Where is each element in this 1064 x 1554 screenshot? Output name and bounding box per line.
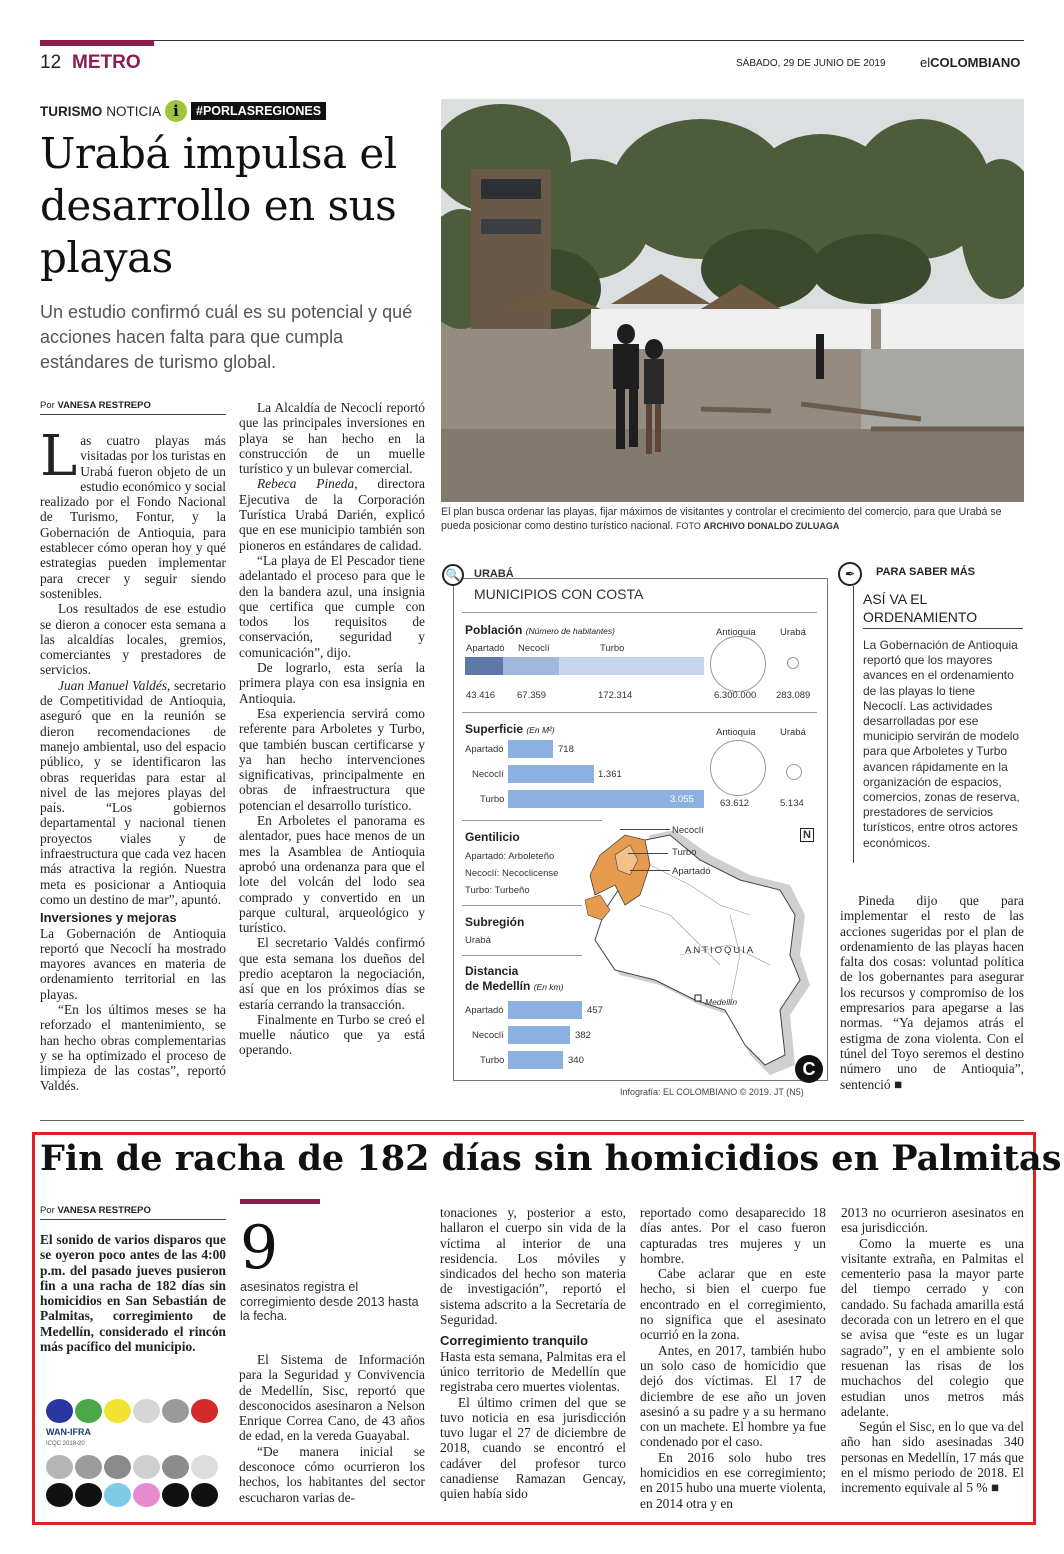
kicker-type: NOTICIA: [106, 103, 162, 119]
beach-photo: [441, 99, 1024, 502]
map-region-label: ANTIOQUIA: [685, 945, 756, 956]
second-column-3: tonaciones y, posterior a esto, hallaron el cuerpo sin vida de la víctima al interior de una residencia. Los móviles y sindicados del hecho son materia de investigación”, reportó el sistema adscrito a la Secretaría de Seguridad. Corregimiento tranquilo Hasta esta semana, Palmitas era el único territorio de Medellín que registraba cero muertes violentas. El último crimen del que se tuvo noticia en esa jurisdicción tuvo lugar el 27 de diciembre de 2018, cuando se encontró el cadáver del profesor turco canadiense Ramazan Gencay, quien había sido: [440, 1205, 626, 1502]
lead-column-right: Pineda dijo que para implementar el resto de las acciones sugeridas por el plan de ordenamiento de las playas hacen falta dos cosas: voluntad política de los gobernantes para asegurar los recursos y compromiso de los empresarios para apegarse a las normas. “Ya dejamos atrás el estigma de zona violenta. Con el túnel del Toyo seremos el destino número uno de Antioquia”, sentenció ■: [840, 893, 1024, 1092]
story-kicker: [40, 100, 326, 122]
color-swatch: [46, 1399, 73, 1423]
stat-accent-bar: [240, 1199, 320, 1204]
surface-bar-necocli: [508, 765, 594, 783]
infographic-credit: Infografía: EL COLOMBIANO © 2019. JT (N5): [620, 1087, 804, 1097]
search-icon: 🔍: [442, 564, 464, 586]
map-leader: [620, 829, 670, 830]
surface-value: 1.361: [598, 769, 622, 780]
second-headline: Fin de racha de 182 días sin homicidios en Palmitas: [40, 1138, 1062, 1179]
distance-value: 457: [587, 1005, 603, 1016]
story-divider: [40, 1120, 1024, 1121]
distance-town: Turbo: [480, 1055, 505, 1066]
subhead-corregimiento: Corregimiento tranquilo: [440, 1333, 589, 1349]
lead-byline: Por VANESA RESTREPO: [40, 400, 226, 415]
infographic-separator: [462, 955, 582, 956]
color-swatch: [46, 1455, 73, 1479]
second-column-5: 2013 no ocurrieron asesinatos en esa jurisdicción. Como la muerte es una visitante extraña, en Palmitas el cementerio pasa la mayor parte del tiempo cerrado y con candado. Su fachada amarilla está decorada con un letrero en el que se avisa que “este es un lugar sagrado”, y en el ambiente solo resuenan las risas de los muchachos del colegio que estudian unos metros más adelante. Según el Sisc, en lo que va del año han sido asesinadas 340 personas en Medellín, 17 más que en el mismo periodo de 2018. El incremento equivale al 5 % ■: [841, 1205, 1024, 1496]
print-color-bar: [40, 1393, 226, 1513]
sidebar-label: PARA SABER MÁS: [876, 566, 976, 578]
map-label-turbo: Turbo: [672, 847, 697, 858]
colombiano-logo-icon: C: [795, 1055, 823, 1083]
gentilicio-item: Apartadó: Arboleteño: [465, 851, 555, 862]
brand-logo: elCOLOMBIANO: [920, 55, 1021, 70]
antioquia-surface: 63.612: [720, 798, 750, 809]
uraba-surface: 5.134: [780, 798, 804, 809]
distance-bar-apartado: [508, 1001, 582, 1019]
pop-bar-necocli: [503, 657, 559, 675]
antioquia-label: Antioquia: [716, 627, 756, 638]
pop-value: 172.314: [598, 690, 633, 701]
color-swatch: [162, 1483, 189, 1507]
distance-bar-turbo: [508, 1051, 563, 1069]
page-number: 12: [40, 52, 62, 73]
antioquia-label: Antioquia: [716, 727, 756, 738]
color-swatch: [104, 1483, 131, 1507]
lead-headline: Urabá impulsa el desarrollo en sus playas: [40, 129, 397, 282]
subregion-value: Urabá: [465, 935, 491, 946]
pop-value: 67.359: [517, 690, 547, 701]
surface-town: Apartadó: [465, 744, 504, 755]
second-byline: Por VANESA RESTREPO: [40, 1205, 226, 1220]
infographic-separator: [462, 820, 602, 821]
uraba-pop: 283.089: [776, 690, 811, 701]
uraba-label: Urabá: [780, 627, 806, 638]
sidebar-title: ASÍ VA EL ORDENAMIENTO: [863, 590, 1023, 629]
north-arrow-icon: N: [800, 828, 814, 842]
surface-value: 3.055: [670, 794, 694, 805]
infographic-separator: [462, 905, 582, 906]
second-lead: El sonido de varios disparos que se oyeron poco antes de las 4:00 p.m. del pasado jueves pusieron fin a una racha de 182 días sin homicidios en San Sebastián de Palmitas, corregimiento de Medellín, considerado el rincón más pacífico del municipio.: [40, 1232, 226, 1355]
gentilicio-item: Necoclí: Necoclicense: [465, 868, 559, 879]
distance-town: Necoclí: [472, 1030, 504, 1041]
color-swatch: [162, 1455, 189, 1479]
stat-number: 9: [240, 1213, 279, 1283]
pin-icon: ✒: [838, 562, 862, 586]
stat-description: asesinatos registra el corregimiento desde 2013 hasta la fecha.: [240, 1280, 419, 1323]
antioquia-pop: 6.300.000: [714, 690, 757, 701]
photo-caption: El plan busca ordenar las playas, fijar máximos de visitantes y controlar el crecimiento del comercio, para que Urabá se pueda posicionar como destino turístico nacional. FOTO ARCHIVO DONALDO ZULUAGA: [441, 506, 1002, 532]
pop-value: 43.416: [466, 690, 496, 701]
subregion-heading: Subregión: [465, 915, 525, 929]
distance-town: Apartadó: [465, 1005, 504, 1016]
pop-bar-turbo: [559, 657, 704, 675]
sidebar-text: La Gobernación de Antioquia reportó que los mayores avances en el ordenamiento de las playas lo tiene Necoclí. Las actividades desarrolladas por ese municipio servirán de modelo para que Arboletes y Turbo avancen rápidamente en la organización de espacios, comercios, zonas de reserva, prestadores de servicios turísticos, entre otros actores económicos.: [863, 638, 1020, 850]
map-city-label: Medellín: [705, 997, 738, 1007]
infographic-separator: [462, 612, 817, 613]
uraba-circle: [786, 764, 802, 780]
infographic-kicker: URABÁ: [474, 568, 514, 580]
color-swatch: [133, 1483, 160, 1507]
subhead-inversiones: Inversiones y mejoras: [40, 910, 177, 926]
color-swatch: [191, 1483, 218, 1507]
antioquia-circle: [710, 740, 766, 796]
end-mark: ■: [990, 1480, 999, 1496]
pop-town-label: Necoclí: [518, 643, 550, 654]
uraba-circle: [787, 657, 799, 669]
lead-column-2: La Alcaldía de Necoclí reportó que las principales inversiones en playa se han hecho en la construcción de un muelle turístico y un bulevar comercial. Rebeca Pineda, directora Ejecutiva de la Corporación Turística Urabá Darién, explicó que en ese municipio también son pioneros en estándares de calidad. “La playa de El Pescador tiene adelantado el proceso para que le den la bandera azul, una insignia que certifica que cumple con todos los requisitos de conservación, seguridad y comunicación”, dijo. De lograrlo, esta sería la primera playa con esa insignia en Antioquia. Esa experiencia servirá como referente para Arboletes y Turbo, que también buscan certificarse y ya han hecho intervenciones significativas, principalmente en obras de infraestructura que potencian el desarrollo turístico. En Arboletes el panorama es alentador, pues hace menos de un mes la Asamblea de Antioquia aprobó una ordenanza para que el lote del volcán del lodo sea comprado y convertido en un parque cultural, arqueológico y turístico. El secretario Valdés confirmó que esta semana los dueños del predio aceptaron la negociación, así que en los próximos días se estaría cerrando la transacción. Finalmente en Turbo se creó el muelle náutico que ya está operando.: [239, 400, 425, 1058]
second-column-4: reportado como desaparecido 18 días antes. Por el caso fueron capturadas tres mujeres y un hombre. Cabe aclarar que en este hecho, si bien el cuerpo fue encontrado en el corregimiento, no significa que el asesinato ocurrió en la zona. Antes, en 2017, también hubo un solo caso de homicidio que dejó dos víctimas. El 17 de diciembre de ese año un joven asesinó a su padre y a su hermano con un machete. El hombre ya fue condenado por el caso. En 2016 solo hubo tres homicidios en ese corregimiento; en 2015 hubo una muerte violenta, en 2014 otra y en: [640, 1205, 826, 1511]
second-column-2: El Sistema de Información para la Seguridad y Convivencia de Medellín, Sisc, reportó que desconocidos asesinaron a Nelson Enrique Correa Cano, de 43 años de edad, en la vereda Guayabal. “De manera inicial se desconoce cómo ocurrieron los hechos, los habitantes del sector escucharon varias de-: [239, 1352, 425, 1505]
top-rule: [40, 40, 1024, 41]
photo-credit: FOTO ARCHIVO DONALDO ZULUAGA: [675, 521, 840, 531]
drop-cap: L: [40, 424, 78, 489]
color-swatch: [191, 1399, 218, 1423]
pop-town-label: Apartadó: [466, 643, 505, 654]
distance-value: 340: [568, 1055, 584, 1066]
infographic-separator: [462, 712, 817, 713]
antioquia-circle: [710, 636, 766, 692]
map-leader: [630, 870, 670, 871]
color-swatch: [75, 1483, 102, 1507]
gentilicio-heading: Gentilicio: [465, 830, 520, 844]
map-label-necocli: Necoclí: [672, 825, 704, 836]
surface-heading: Superficie (En M²): [465, 722, 555, 736]
end-mark: ■: [893, 1076, 903, 1092]
pop-town-label: Turbo: [600, 643, 625, 654]
population-heading: Población (Número de habitantes): [465, 623, 615, 637]
sidebar-rule: [853, 586, 854, 863]
wan-ifra-logo: WAN-IFRA ICQC 2018-20: [46, 1427, 91, 1447]
color-swatch: [46, 1483, 73, 1507]
color-swatch: [75, 1399, 102, 1423]
distance-heading: Distancia: [465, 964, 519, 978]
color-swatch: [133, 1455, 160, 1479]
infographic-title: MUNICIPIOS CON COSTA: [474, 586, 644, 602]
kicker-tag: #PORLASREGIONES: [191, 102, 326, 120]
lead-dek: Un estudio confirmó cuál es su potencial y qué acciones hacen falta para que cumpla estándares de turismo global.: [40, 302, 413, 372]
map-leader: [628, 853, 668, 854]
color-swatch: [104, 1399, 131, 1423]
color-swatch: [191, 1455, 218, 1479]
color-swatch: [75, 1455, 102, 1479]
kicker-section: TURISMO: [40, 103, 103, 119]
uraba-label: Urabá: [780, 727, 806, 738]
section-name: METRO: [72, 52, 141, 73]
color-swatch: [133, 1399, 160, 1423]
lead-column-1: Por VANESA RESTREPO Las cuatro playas más visitadas por los turistas en Urabá fueron objeto de un estudio económico y social realizado por el Fondo Nacional de Turismo, Fontur, y la Gobernación de Antioquia, para establecer cómo operan hoy y qué estrategias pueden implementar para crecer y seguir siendo sostenibles. Los resultados de ese estudio se dieron a conocer esta semana a las alcaldías locales, gremios, comerciantes y prestadores de servicios. Juan Manuel Valdés, secretario de Competitividad de Antioquia, aseguró que en la reunión se dieron recomendaciones de manejo ambiental, uso del espacio público, y se identificaron las obras requeridas para estar al nivel de las mejores playas del país. “Los gobiernos departamental y nacional tienen proyectos viales y de infraestructura que cada vez hacen más atractiva la región. Nuestra meta es posicionar a Antioquia como un destino de mar”, apuntó. Inversiones y mejoras La Gobernación de Antioquia reportó que Necoclí ha mostrado mayores avances en materia de ordenamiento territorial en las playas. “En los últimos meses se ha reforzado el mantenimiento, se han hecho obras complementarias y se ha optimizado el proceso de limpieza de las costas”, reportó Valdés.: [40, 400, 226, 1094]
surface-value: 718: [558, 744, 574, 755]
surface-town: Necoclí: [472, 769, 504, 780]
info-icon: i: [165, 100, 187, 122]
gentilicio-item: Turbo: Turbeño: [465, 885, 530, 896]
color-swatch: [104, 1455, 131, 1479]
surface-town: Turbo: [480, 794, 505, 805]
second-byline-wrap: [40, 1205, 226, 1220]
distance-value: 382: [575, 1030, 591, 1041]
map-label-apartado: Apartadó: [672, 866, 711, 877]
color-swatch: [162, 1399, 189, 1423]
surface-bar-apartado: [508, 740, 553, 758]
issue-date: SÁBADO, 29 DE JUNIO DE 2019: [736, 58, 886, 69]
distance-bar-necocli: [508, 1026, 570, 1044]
distance-heading: de Medellín (En km): [465, 979, 564, 993]
pop-bar-apartado: [465, 657, 503, 675]
section-accent-bar: [40, 40, 154, 46]
